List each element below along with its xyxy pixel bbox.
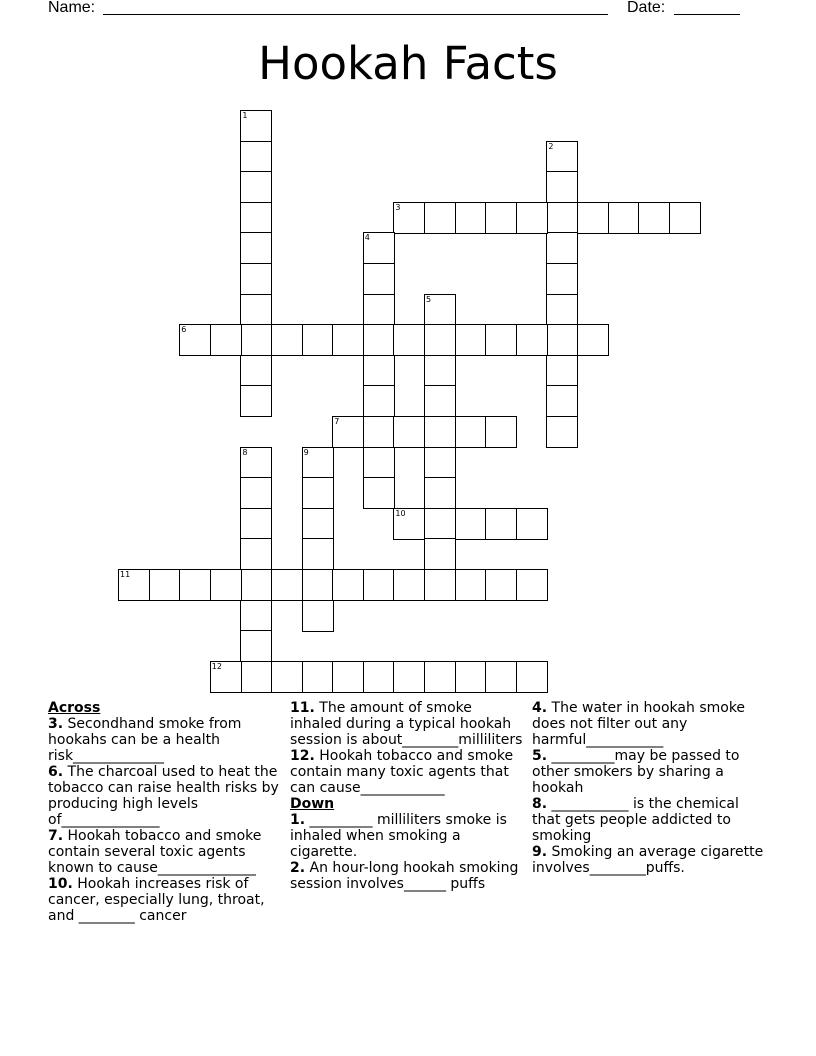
grid-cell[interactable] [271, 661, 303, 693]
cell-number: 9 [303, 447, 309, 457]
grid-cell[interactable] [179, 324, 211, 356]
grid-cell[interactable] [363, 324, 395, 356]
grid-cell[interactable] [240, 263, 272, 295]
down-heading: Down [290, 796, 335, 812]
grid-cell[interactable] [363, 416, 395, 448]
cell-number: 6 [181, 325, 187, 335]
grid-cell[interactable] [424, 385, 456, 417]
grid-cell[interactable] [485, 324, 517, 356]
grid-cell[interactable] [455, 416, 487, 448]
grid-cell[interactable] [546, 171, 578, 203]
grid-cell[interactable] [393, 202, 425, 234]
name-label: Name: [48, 0, 96, 16]
grid-cell[interactable] [240, 202, 272, 234]
grid-cell[interactable] [424, 416, 456, 448]
grid-cell[interactable] [424, 538, 456, 570]
clue-across-6: 6. The charcoal used to heat the tobacco can raise health risks by producing high levels of______________ [48, 764, 279, 828]
grid-cell[interactable] [363, 569, 395, 601]
grid-cell[interactable] [302, 661, 334, 693]
clue-across-12: 12. Hookah tobacco and smoke contain many toxic agents that can cause____________ [290, 748, 514, 796]
grid-cell[interactable] [546, 232, 578, 264]
grid-cell[interactable] [240, 538, 272, 570]
grid-cell[interactable] [393, 324, 425, 356]
grid-cell[interactable] [393, 416, 425, 448]
grid-cell[interactable] [546, 385, 578, 417]
grid-cell[interactable] [302, 600, 334, 632]
clue-down-9: 9. Smoking an average cigarette involves________puffs. [532, 844, 764, 876]
clue-down-2: 2. An hour-long hookah smoking session involves______ puffs [290, 860, 519, 892]
grid-cell[interactable] [485, 661, 517, 693]
grid-cell[interactable] [271, 569, 303, 601]
grid-cell[interactable] [669, 202, 701, 234]
grid-cell[interactable] [577, 202, 609, 234]
clue-down-5: 5. _________may be passed to other smokers by sharing a hookah [532, 748, 740, 796]
grid-cell[interactable] [240, 661, 272, 693]
cell-number: 11 [120, 570, 131, 579]
grid-cell[interactable] [210, 324, 242, 356]
grid-cell[interactable] [240, 141, 272, 173]
cell-number: 8 [242, 447, 248, 457]
grid-cell[interactable] [424, 294, 456, 326]
clues-column-1 [48, 700, 284, 924]
grid-cell[interactable] [424, 477, 456, 509]
grid-cell[interactable] [240, 232, 272, 264]
grid-cell[interactable] [546, 263, 578, 295]
grid-cell[interactable] [363, 263, 395, 295]
grid-cell[interactable] [363, 294, 395, 326]
grid-cell[interactable] [424, 324, 456, 356]
grid-cell[interactable] [363, 447, 395, 479]
grid-cell[interactable] [363, 232, 395, 264]
grid-cell[interactable] [546, 416, 578, 448]
cell-number: 5 [426, 294, 432, 304]
grid-cell[interactable] [424, 661, 456, 693]
grid-cell[interactable] [302, 477, 334, 509]
grid-cell[interactable] [302, 508, 334, 540]
grid-cell[interactable] [118, 569, 150, 601]
across-heading: Across [48, 700, 101, 716]
grid-cell[interactable] [516, 661, 548, 693]
grid-cell[interactable] [424, 508, 456, 540]
cell-number: 3 [395, 202, 401, 212]
grid-cell[interactable] [302, 447, 334, 479]
cell-number: 12 [211, 661, 222, 671]
grid-cell[interactable] [179, 569, 211, 601]
grid-cell[interactable] [424, 447, 456, 479]
cell-number: 4 [364, 233, 370, 243]
grid-cell[interactable] [240, 630, 272, 662]
grid-cell[interactable] [302, 538, 334, 570]
grid-cell[interactable] [363, 355, 395, 387]
grid-cell[interactable] [516, 508, 548, 540]
grid-cell[interactable] [240, 569, 272, 601]
grid-cell[interactable] [485, 202, 517, 234]
grid-cell[interactable] [240, 355, 272, 387]
grid-cell[interactable] [424, 355, 456, 387]
grid-cell[interactable] [363, 661, 395, 693]
grid-cell[interactable] [485, 416, 517, 448]
cell-number: 10 [395, 508, 406, 518]
grid-cell[interactable] [240, 324, 272, 356]
grid-cell[interactable] [546, 202, 578, 234]
clue-across-10: 10. Hookah increases risk of cancer, especially lung, throat, and ________ cancer [48, 876, 265, 924]
grid-cell[interactable] [240, 477, 272, 509]
clue-down-4: 4. The water in hookah smoke does not filter out any harmful___________ [532, 700, 746, 748]
grid-cell[interactable] [455, 508, 487, 540]
grid-cell[interactable] [577, 324, 609, 356]
clue-down-1: 1. _________ milliliters smoke is inhaled when smoking a cigarette. [290, 812, 507, 860]
grid-cell[interactable] [240, 385, 272, 417]
grid-cell[interactable] [240, 447, 272, 479]
grid-cell[interactable] [485, 569, 517, 601]
grid-cell[interactable] [485, 508, 517, 540]
grid-cell[interactable] [363, 385, 395, 417]
grid-cell[interactable] [546, 324, 578, 356]
grid-cell[interactable] [240, 110, 272, 142]
grid-cell[interactable] [455, 324, 487, 356]
grid-cell[interactable] [240, 600, 272, 632]
grid-cell[interactable] [240, 508, 272, 540]
clue-across-11: 11. The amount of smoke inhaled during a typical hookah session is about________milliliters [290, 700, 523, 748]
grid-cell[interactable] [516, 569, 548, 601]
cell-number: 7 [334, 417, 340, 426]
clue-down-8: 8. ___________ is the chemical that gets people addicted to smoking [532, 796, 739, 844]
grid-cell[interactable] [608, 202, 640, 234]
grid-cell[interactable] [332, 324, 364, 356]
clues-column-2 [290, 700, 526, 892]
grid-cell[interactable] [393, 508, 425, 540]
grid-cell[interactable] [240, 171, 272, 203]
grid-cell[interactable] [332, 569, 364, 601]
clue-across-3: 3. Secondhand smoke from hookahs can be a health risk_____________ [48, 716, 242, 764]
grid-cell[interactable] [424, 202, 456, 234]
grid-cell[interactable] [332, 661, 364, 693]
grid-cell[interactable] [546, 355, 578, 387]
grid-cell[interactable] [149, 569, 181, 601]
grid-cell[interactable] [455, 661, 487, 693]
grid-cell[interactable] [393, 661, 425, 693]
cell-number: 1 [242, 111, 248, 120]
cell-number: 2 [548, 141, 554, 151]
grid-cell[interactable] [332, 416, 364, 448]
clue-across-7: 7. Hookah tobacco and smoke contain several toxic agents known to cause______________ [48, 828, 262, 876]
grid-cell[interactable] [393, 569, 425, 601]
grid-cell[interactable] [638, 202, 670, 234]
grid-cell[interactable] [546, 141, 578, 173]
grid-cell[interactable] [455, 569, 487, 601]
grid-cell[interactable] [363, 477, 395, 509]
page-title: Hookah Facts [258, 37, 558, 90]
grid-cell[interactable] [516, 202, 548, 234]
grid-cell[interactable] [424, 569, 456, 601]
grid-cell[interactable] [455, 202, 487, 234]
date-label: Date: [627, 0, 666, 16]
grid-cell[interactable] [302, 324, 334, 356]
grid-cell[interactable] [210, 661, 242, 693]
grid-cell[interactable] [516, 324, 548, 356]
grid-cell[interactable] [302, 569, 334, 601]
grid-cell[interactable] [240, 294, 272, 326]
grid-cell[interactable] [546, 294, 578, 326]
clues-column-3 [532, 700, 768, 876]
grid-cell[interactable] [210, 569, 242, 601]
grid-cell[interactable] [271, 324, 303, 356]
